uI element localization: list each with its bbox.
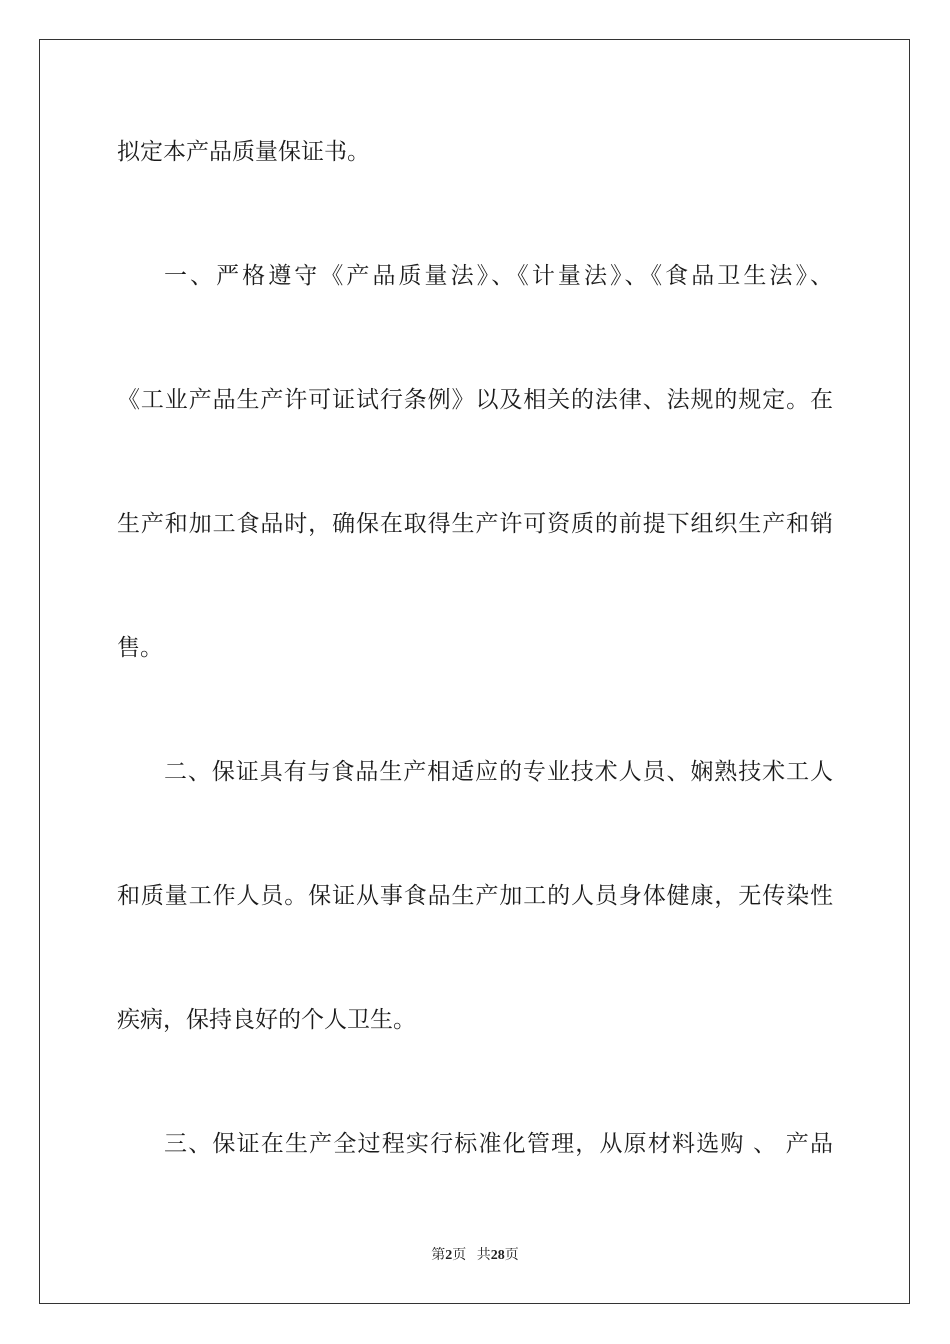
text-line-3: 《工业产品生产许可证试行条例》以及相关的法律、法规的规定。在: [117, 387, 833, 413]
total-suffix: 页: [504, 1248, 519, 1263]
total-prefix: 共: [476, 1248, 491, 1263]
page-prefix: 第: [431, 1248, 446, 1263]
page-footer: [0, 1247, 950, 1265]
text-line-7: 和质量工作人员。保证从事食品生产加工的人员身体健康，无传染性: [117, 883, 833, 909]
text-line-2: 一、严格遵守《产品质量法》、《计量法》、《食品卫生法》、: [164, 263, 833, 289]
text-line-4: 生产和加工食品时，确保在取得生产许可资质的前提下组织生产和销: [117, 511, 833, 537]
page-number: 2: [445, 1248, 453, 1263]
text-line-1: 拟定本产品质量保证书。: [117, 139, 370, 165]
text-line-5: 售。: [117, 635, 163, 661]
text-line-8: 疾病，保持良好的个人卫生。: [117, 1007, 416, 1033]
text-line-9: 三、保证在生产全过程实行标准化管理，从原材料选购 、 产品: [164, 1131, 833, 1157]
page-suffix: 页: [452, 1248, 467, 1263]
page-border: [39, 39, 910, 1304]
text-line-6: 二、保证具有与食品生产相适应的专业技术人员、娴熟技术工人: [164, 759, 833, 785]
total-pages: 28: [490, 1248, 505, 1263]
